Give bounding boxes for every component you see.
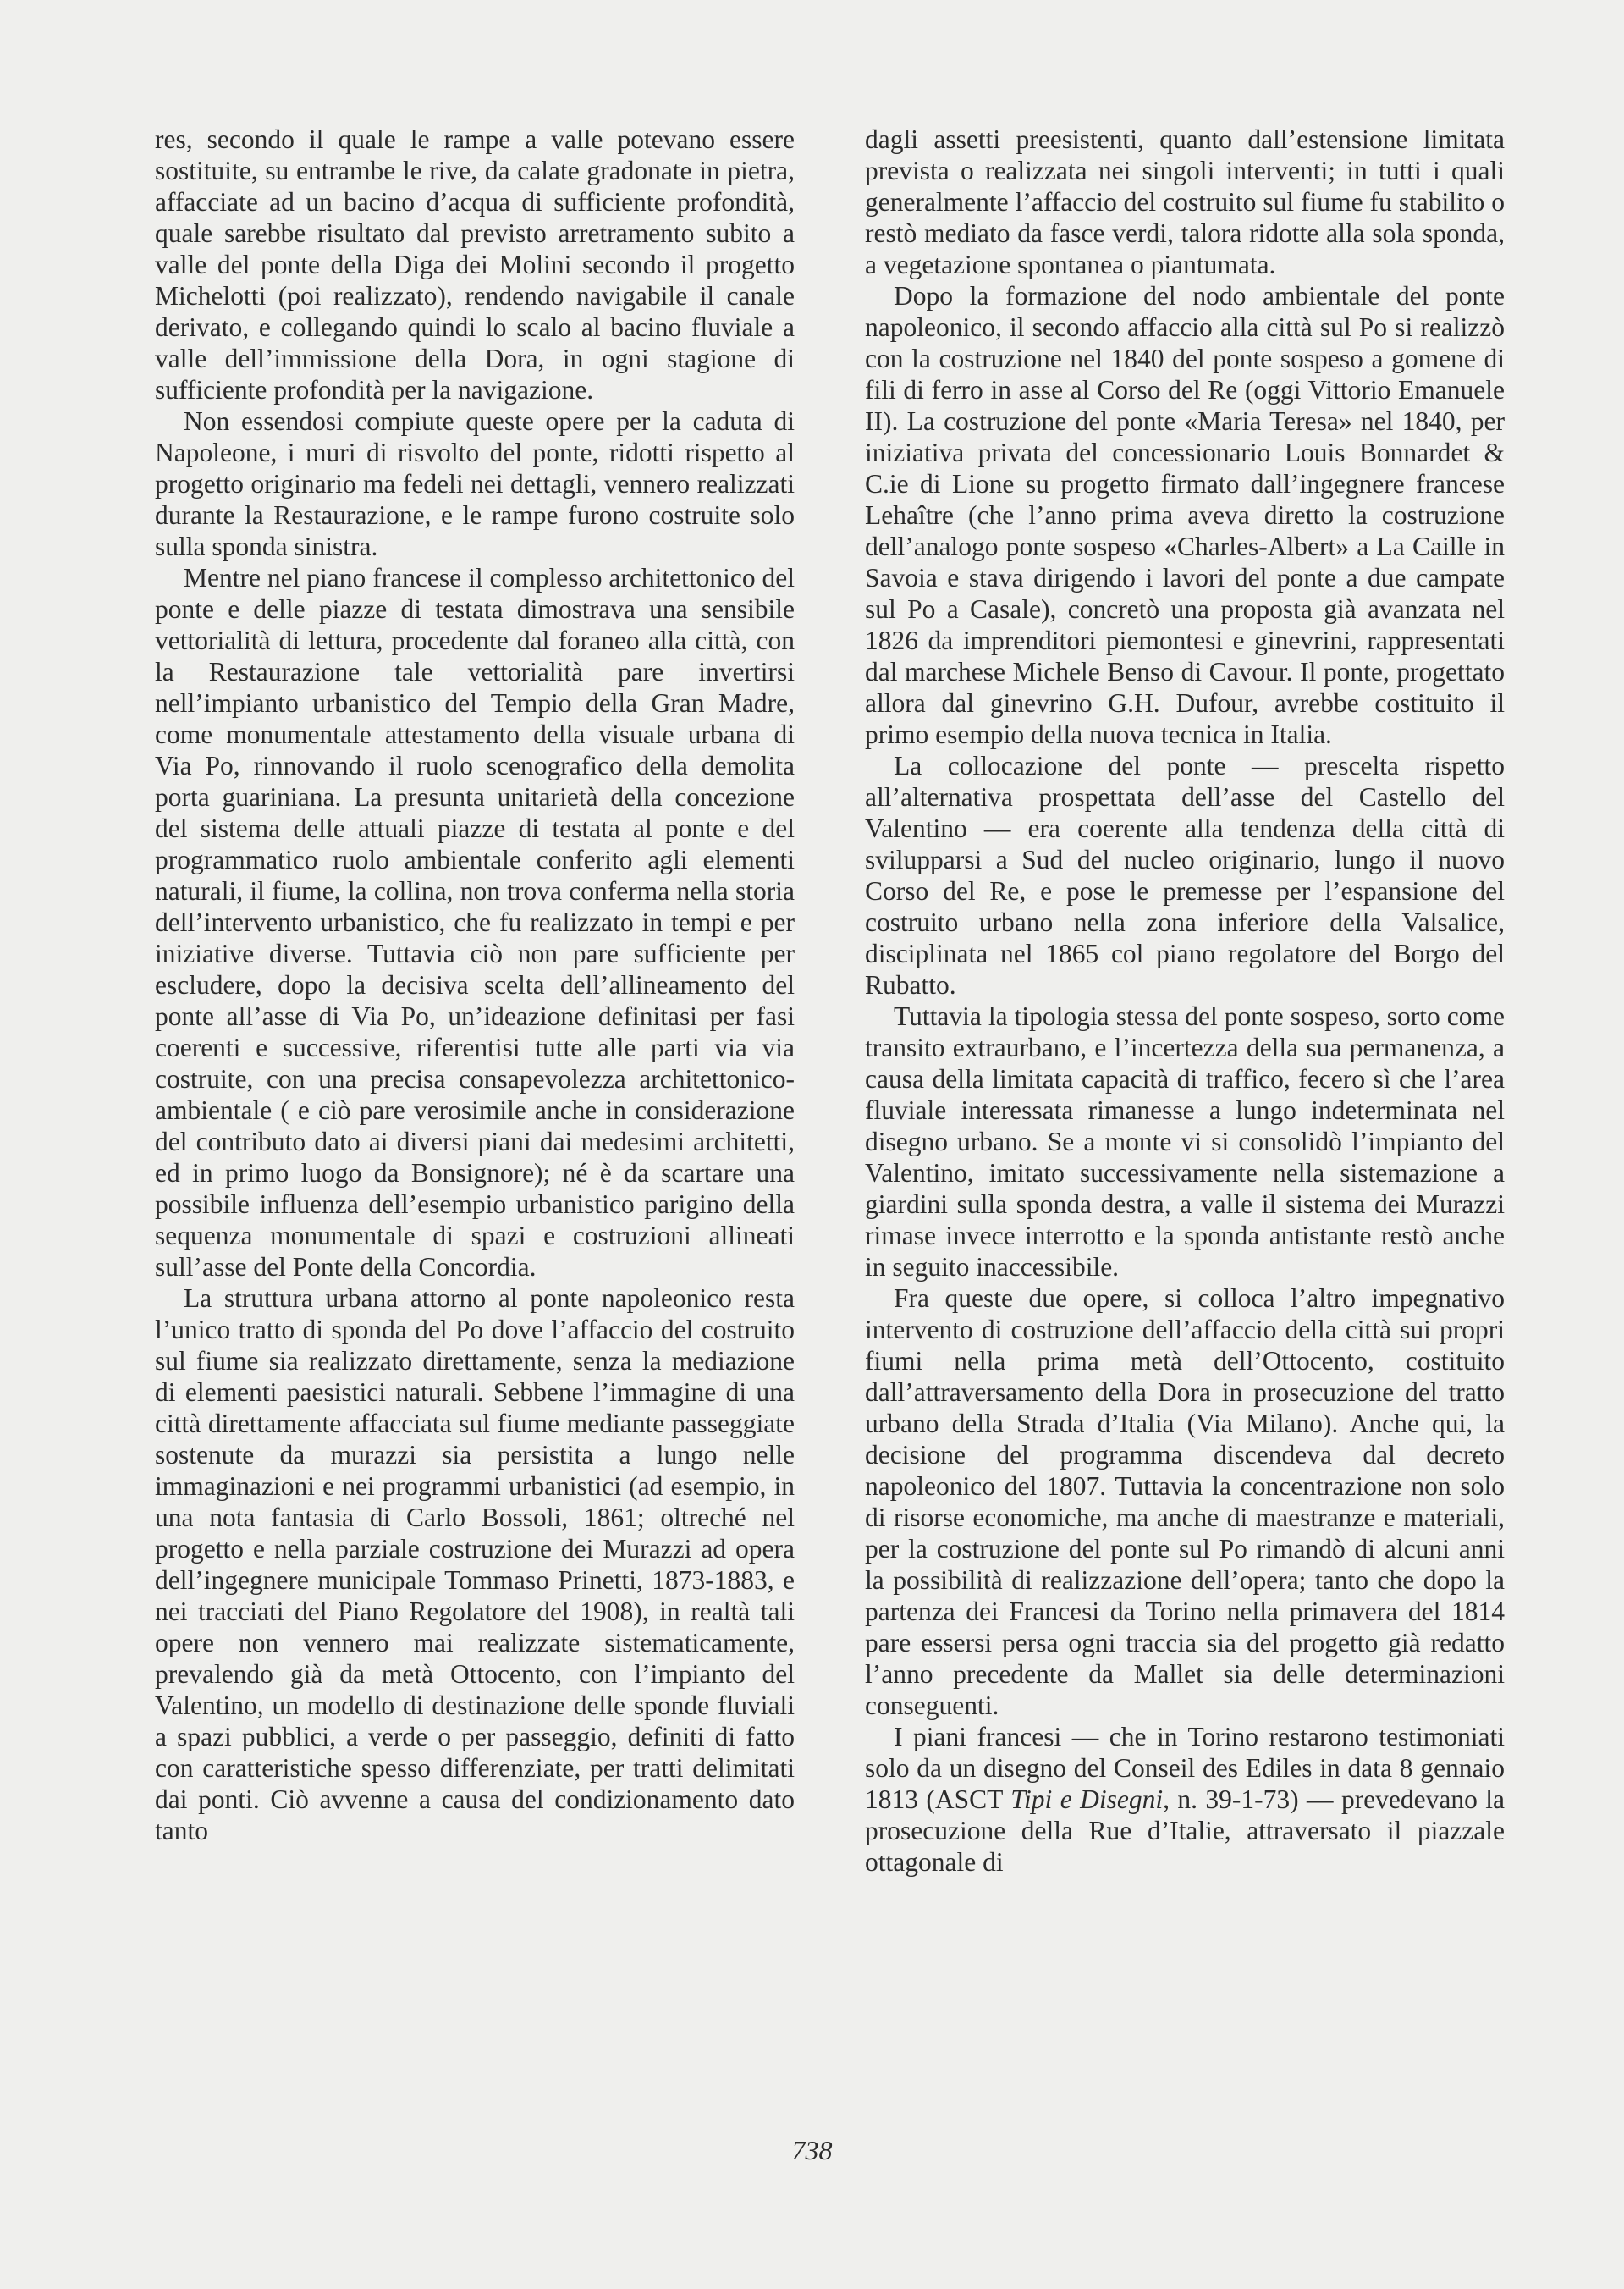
paragraph: Tuttavia la tipologia stessa del ponte sospeso, sorto come transito extraurbano, e l’incertezza della sua permanenza, a causa della limitata capacità di traffico, fecero sì che l’area fluviale interessata rimanesse a lungo indeterminata nel disegno urbano. Se a monte vi si consolidò l’impianto del Valentino, imitato successivamente nella sistemazione a giardini sulla sponda destra, a valle il sistema dei Murazzi rimase invece interrotto e la sponda antistante restò anche in seguito inaccessibile. bbox=[865, 1001, 1505, 1282]
paragraph: Fra queste due opere, si colloca l’altro impegnativo intervento di costruzione dell’affaccio della città sui propri fiumi nella prima metà dell’Ottocento, costituito dall’attraversamento della Dora in prosecuzione del tratto urbano della Strada d’Italia (Via Milano). Anche qui, la decisione del programma discendeva dal decreto napoleonico del 1807. Tuttavia la concentrazione non solo di risorse economiche, ma anche di maestranze e materiali, per la costruzione del ponte sul Po rimandò di alcuni anni la possibilità di realizzazione dell’opera; tanto che dopo la partenza dei Francesi da Torino nella primavera del 1814 pare essersi persa ogni traccia sia del progetto già redatto l’anno precedente da Mallet sia delle determinazioni conseguenti. bbox=[865, 1283, 1505, 1720]
paragraph: Mentre nel piano francese il complesso architettonico del ponte e delle piazze di testata dimostrava una sensibile vettorialità di lettura, procedente dal foraneo alla città, con la Restaurazione tale vettorialità pare invertirsi nell’impianto urbanistico del Tempio della Gran Madre, come monumentale attestamento della visuale urbana di Via Po, rinnovando il ruolo scenografico della demolita porta guariniana. La presunta unitarietà della concezione del sistema delle attuali piazze di testata al ponte e del programmatico ruolo ambientale conferito agli elementi naturali, il fiume, la collina, non trova conferma nella storia dell’intervento urbanistico, che fu realizzato in tempi e per iniziative diverse. Tuttavia ciò non pare sufficiente per escludere, dopo la decisiva scelta dell’allineamento del ponte all’asse di Via Po, un’ideazione definitasi per fasi coerenti e successive, riferentisi tutte alle parti via via costruite, con una precisa consapevolezza architettonico-ambientale ( e ciò pare verosimile anche in considerazione del contributo dato ai diversi piani dai medesimi architetti, ed in primo luogo da Bonsignore); né è da scartare una possibile influenza dell’esempio urbanistico parigino della sequenza monumentale di spazi e costruzioni allineati sull’asse del Ponte della Concordia. bbox=[155, 563, 795, 1282]
paragraph: Dopo la formazione del nodo ambientale del ponte napoleonico, il secondo affaccio alla città sul Po si realizzò con la costruzione nel 1840 del ponte sospeso a gomene di fili di ferro in asse al Corso del Re (oggi Vittorio Emanuele II). La costruzione del ponte «Maria Teresa» nel 1840, per iniziativa privata del concessionario Louis Bonnardet & C.ie di Lione su progetto firmato dall’ingegnere francese Lehaître (che l’anno prima aveva diretto la costruzione dell’analogo ponte sospeso «Charles-Albert» a La Caille in Savoia e stava dirigendo i lavori del ponte a due campate sul Po a Casale), concretò una proposta già avanzata nel 1826 da imprenditori piemontesi e ginevrini, rappresentati dal marchese Michele Benso di Cavour. Il ponte, progettato allora dal ginevrino G.H. Dufour, avrebbe costituito il primo esempio della nuova tecnica in Italia. bbox=[865, 281, 1505, 749]
paragraph: La struttura urbana attorno al ponte napoleonico resta l’unico tratto di sponda del Po dove l’affaccio del costruito sul fiume sia realizzato direttamente, senza la mediazione di elementi paesistici naturali. Sebbene l’immagine di una città direttamente affacciata sul fiume mediante passeggiate sostenute da murazzi sia persistita a lungo nelle immaginazioni e nei programmi urbanistici (ad esempio, in una nota fantasia di Carlo Bossoli, 1861; oltreché nel progetto e nella parziale costruzione dei Murazzi ad opera dell’ingegnere municipale Tommaso Prinetti, 1873-1883, e nei tracciati del Piano Regolatore del 1908), in realtà tali opere non vennero mai realizzate sistematicamente, prevalendo già da metà Ottocento, con l’impianto del Valentino, un modello di destinazione delle sponde fluviali a spazi pubblici, a verde o per passeggio, definiti di fatto con caratteristiche spesso differenziate, per tratti delimitati dai ponti. Ciò avvenne a causa del condizionamento dato tanto bbox=[155, 1283, 795, 1845]
left-column bbox=[155, 124, 795, 1846]
italic-title: Tipi e Disegni bbox=[1010, 1784, 1164, 1814]
paragraph bbox=[865, 1721, 1505, 1878]
page-number: 738 bbox=[791, 2135, 833, 2165]
text-run: I piani francesi — che in Torino restarono testimoniati solo da un disegno del Conseil des Ediles in data 8 gennaio 1813 (ASCT bbox=[865, 1722, 1505, 1814]
paragraph: dagli assetti preesistenti, quanto dall’estensione limitata prevista o realizzata nei singoli interventi; in tutti i quali generalmente l’affaccio del costruito sul fiume fu stabilito o restò mediato da fasce verdi, talora ridotte alla sola sponda, a vegetazione spontanea o piantumata. bbox=[865, 124, 1505, 279]
paragraph: res, secondo il quale le rampe a valle potevano essere sostituite, su entrambe le rive, da calate gradonate in pietra, affacciate ad un bacino d’acqua di sufficiente profondità, quale sarebbe risultato dal previsto arretramento subito a valle del ponte della Diga dei Molini secondo il progetto Michelotti (poi realizzato), rendendo navigabile il canale derivato, e collegando quindi lo scalo al bacino fluviale a valle dell’immissione della Dora, in ogni stagione di sufficiente profondità per la navigazione. bbox=[155, 124, 795, 405]
paragraph: La collocazione del ponte — prescelta rispetto all’alternativa prospettata dell’asse del Castello del Valentino — era coerente alla tendenza della città di svilupparsi a Sud del nucleo originario, lungo il nuovo Corso del Re, e pose le premesse per l’espansione del costruito urbano nella zona inferiore della Valsalice, disciplinata nel 1865 col piano regolatore del Borgo del Rubatto. bbox=[865, 751, 1505, 1000]
paragraph: Non essendosi compiute queste opere per la caduta di Napoleone, i muri di risvolto del ponte, ridotti rispetto al progetto originario ma fedeli nei dettagli, vennero realizzati durante la Restaurazione, e le rampe furono costruite solo sulla sponda sinistra. bbox=[155, 406, 795, 561]
text-run: , n. 39-1-73) — prevedevano la prosecuzione della Rue d’Italie, attraversato il piazzale ottagonale di bbox=[865, 1784, 1505, 1877]
right-column bbox=[865, 124, 1505, 1878]
